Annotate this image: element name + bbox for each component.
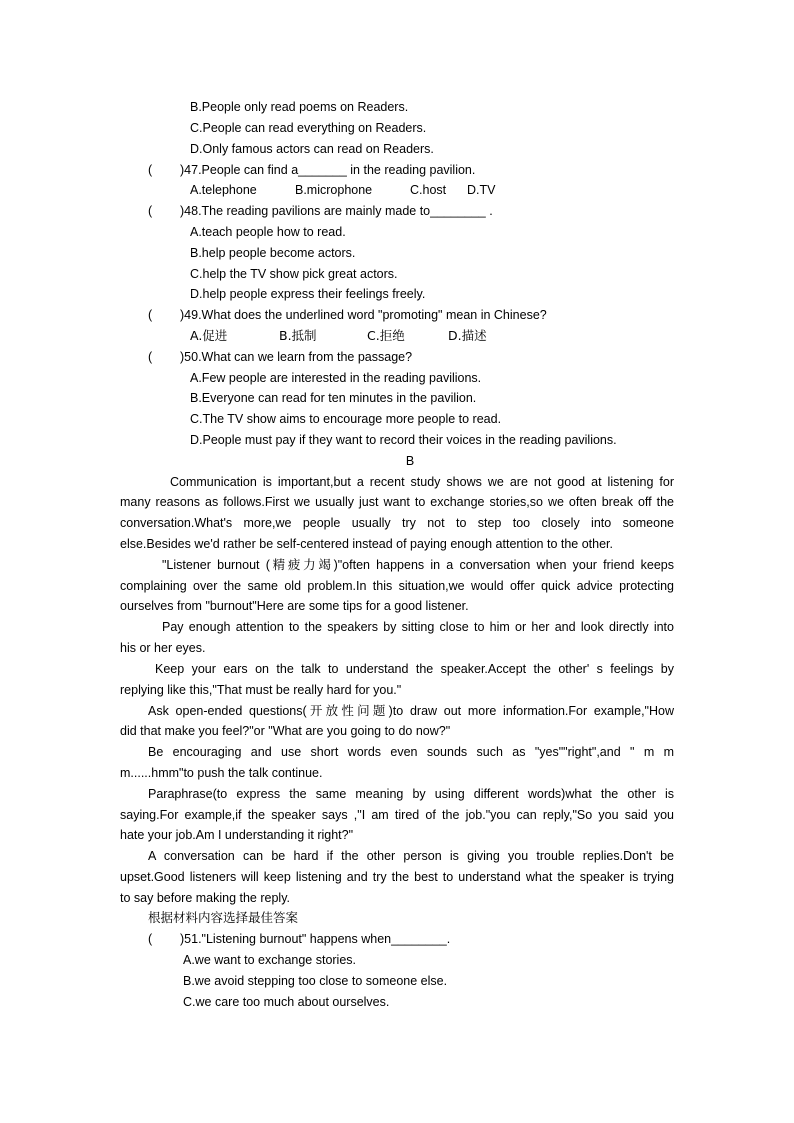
question-49: ( )49.What does the underlined word "promoting" mean in Chinese?: [148, 308, 547, 322]
section-heading: B: [405, 454, 415, 468]
option-line: C.People can read everything on Readers.: [190, 121, 427, 135]
paragraph-line: Ask open-ended questions(开放性问题)to draw out more information.For example,"How: [148, 704, 674, 718]
paragraph-line: upset.Good listeners will keep listening and try the best to understand what the speaker is trying: [120, 870, 674, 884]
question-51: ( )51."Listening burnout" happens when________.: [148, 932, 451, 946]
paragraph-line: to say before making the reply.: [120, 891, 290, 905]
paragraph-line: Pay enough attention to the speakers by sitting close to him or her and look directly into: [162, 620, 674, 634]
paragraph-line: "Listener burnout (精疲力竭)"often happens in a conversation when your friend keeps: [162, 558, 674, 572]
option-line: B.Everyone can read for ten minutes in the pavilion.: [190, 391, 477, 405]
option-a: A.telephone: [190, 183, 257, 197]
option-line: D.People must pay if they want to record their voices in the reading pavilions.: [190, 433, 617, 447]
paragraph-line: replying like this,"That must be really hard for you.": [120, 683, 402, 697]
paragraph-line: hate your job.Am I understanding it right?": [120, 828, 354, 842]
option-line: B.People only read poems on Readers.: [190, 100, 409, 114]
option-c: C.拒绝: [367, 328, 405, 343]
paragraph-line: many reasons as follows.First we usually just want to exchange stories,so we often break off the: [120, 495, 674, 509]
option-d: D.TV: [467, 183, 496, 197]
paragraph-line: ourselves from "burnout"Here are some tips for a good listener.: [120, 599, 469, 613]
option-line: D.help people express their feelings freely.: [190, 287, 426, 301]
question-47-options: [190, 182, 495, 198]
question-49-options: [190, 328, 487, 344]
option-line: A.Few people are interested in the reading pavilions.: [190, 371, 482, 385]
paragraph-line: else.Besides we'd rather be self-centered instead of paying enough attention to the other.: [120, 537, 613, 551]
option-a: A.促进: [190, 328, 228, 343]
option-line: B.help people become actors.: [190, 246, 356, 260]
paragraph-line: did that make you feel?"or "What are you going to do now?": [120, 724, 451, 738]
question-50: ( )50.What can we learn from the passage?: [148, 350, 413, 364]
option-c: C.host: [410, 183, 447, 197]
paragraph-line: Paraphrase(to express the same meaning by using different words)what the other is: [148, 787, 674, 801]
option-line: C.we care too much about ourselves.: [183, 995, 390, 1009]
question-48: ( )48.The reading pavilions are mainly made to________ .: [148, 204, 493, 218]
paragraph-line: Communication is important,but a recent study shows we are not good at listening for: [170, 475, 674, 489]
option-line: D.Only famous actors can read on Readers.: [190, 142, 434, 156]
paragraph-line: conversation.What's more,we people usually try not to step too closely into someone: [120, 516, 674, 530]
paragraph-line: saying.For example,if the speaker says ,"I am tired of the job."you can reply,"So you said you: [120, 808, 674, 822]
option-line: B.we avoid stepping too close to someone else.: [183, 974, 448, 988]
question-47: ( )47.People can find a_______ in the reading pavilion.: [148, 163, 476, 177]
option-line: C.The TV show aims to encourage more people to read.: [190, 412, 502, 426]
paragraph-line: Keep your ears on the talk to understand the speaker.Accept the other' s feelings by: [155, 662, 674, 676]
paragraph-line: complaining over the same old problem.In this situation,we would offer quick advice protecting: [120, 579, 674, 593]
instruction-text: 根据材料内容选择最佳答案: [148, 910, 299, 925]
option-b: B.microphone: [295, 183, 373, 197]
option-line: A.we want to exchange stories.: [183, 953, 357, 967]
paragraph-line: his or her eyes.: [120, 641, 206, 655]
option-d: D.描述: [448, 328, 487, 343]
paragraph-line: A conversation can be hard if the other person is giving you trouble replies.Don't be: [148, 849, 674, 863]
option-line: C.help the TV show pick great actors.: [190, 267, 398, 281]
paragraph-line: m......hmm"to push the talk continue.: [120, 766, 323, 780]
paragraph-line: Be encouraging and use short words even sounds such as "yes""right",and " m m: [148, 745, 674, 759]
option-line: A.teach people how to read.: [190, 225, 346, 239]
option-b: B.抵制: [279, 328, 317, 343]
